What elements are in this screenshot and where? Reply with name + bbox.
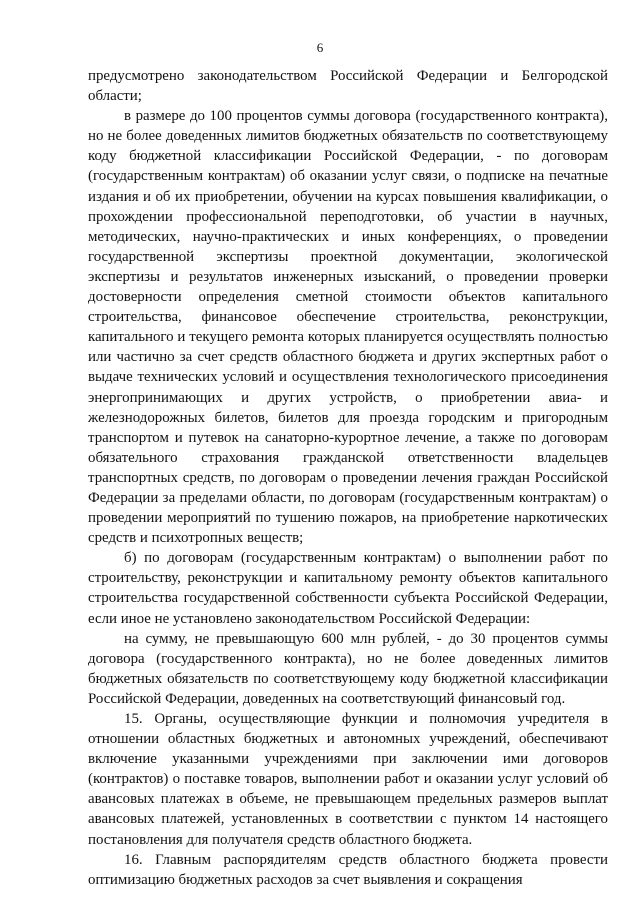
paragraph-continuation: предусмотрено законодательством Российской Федерации и Белгородской области;: [88, 68, 608, 105]
paragraph-600-million: на сумму, не превышающую 600 млн рублей, - до 30 процентов суммы договора (государственного контракта), но не более доведенных лимитов бюджетных обязательств по соответствующему коду бюджетной классификации Российской Федерации, доведенных на соответствующий финансовый год.: [88, 630, 608, 707]
paragraph-advance-100-percent: в размере до 100 процентов суммы договора (государственного контракта), но не более доведенных лимитов бюджетных обязательств по соответствующему коду бюджетной классификации Российской Федерации, - по договорам (государственным контрактам) об оказании услуг связи, о подписке на печатные издания и об их приобретении, обучении на курсах повышения квалификации, о прохождении профессиональной переподготовки, об участии в научных, методических, научно-практических и иных конференциях, о проведении государственной экспертизы проектной документации, экологической экспертизы и результатов инженерных изысканий, о проведении проверки достоверности определения сметной стоимости объектов капитального строительства, финансовое обеспечение строительства, реконструкции, капитального и текущего ремонта которых планируется осуществлять полностью или частично за счет средств областного бюджета и других экспертных работ о выдаче технических условий и осуществления технологического присоединения энергопринимающих и других устройств, о приобретении авиа- и железнодорожных билетов, билетов для проезда городским и пригородным транспортом и путевок на санаторно-курортное лечение, а также по договорам обязательного страхования гражданской ответственности владельцев транспортных средств, по договорам о проведении лечения граждан Российской Федерации за пределами области, по договорам (государственным контрактам) о проведении мероприятий по тушению пожаров, на приобретение наркотических средств и психотропных веществ;: [88, 108, 608, 547]
paragraph-item-15: 15. Органы, осуществляющие функции и полномочия учредителя в отношении областных бюджетных и автономных учреждений, обеспечивают включение указанными учреждениями при заключении ими договоров (контрактов) о поставке товаров, выполнении работ и оказании услуг условий об авансовых платежах в объеме, не превышающем предельных размеров выплат авансовых платежей, установленных в соответствии с пунктом 14 настоящего постановления для получателя средств областного бюджета.: [88, 711, 608, 848]
paragraph-item-16: 16. Главным распорядителям средств областного бюджета провести оптимизацию бюджетных расходов за счет выявления и сокращения: [88, 851, 608, 888]
document-body: [88, 66, 608, 890]
page-number: 6: [316, 40, 324, 55]
paragraph-subitem-b: б) по договорам (государственным контрактам) о выполнении работ по строительству, реконструкции и капитальному ремонту объектов капитального строительства государственной собственности субъекта Российской Федерации, если иное не установлено законодательством Российской Федерации:: [88, 550, 608, 627]
